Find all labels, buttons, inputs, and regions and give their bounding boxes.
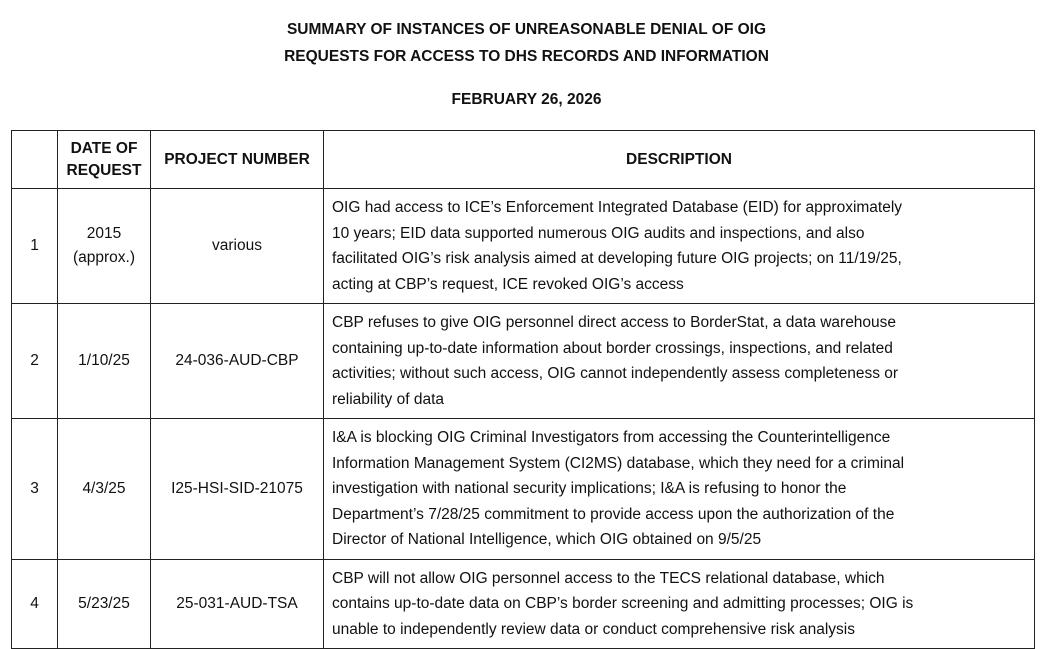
header-date-line2: REQUEST <box>66 161 142 179</box>
description-line: investigation with national security implications; I&A is refusing to honor the <box>332 480 847 497</box>
row-description <box>324 419 1035 560</box>
row-date <box>58 559 151 649</box>
row-description <box>324 304 1035 419</box>
header-project: PROJECT NUMBER <box>151 131 324 189</box>
document-date: FEBRUARY 26, 2026 <box>451 91 602 108</box>
header-date <box>58 131 151 189</box>
description-line: acting at CBP’s request, ICE revoked OIG’s access <box>332 275 684 293</box>
row-date-line: 2015 <box>86 225 122 242</box>
description-line: contains up-to-date data on CBP’s border screening and admitting processes; OIG is <box>332 595 914 612</box>
description-line: reliability of data <box>332 390 445 408</box>
row-description <box>324 189 1035 304</box>
row-date <box>58 189 151 304</box>
description-line: Director of National Intelligence, which OIG obtained on 9/5/25 <box>332 531 762 548</box>
description-line: containing up-to-date information about border crossings, inspections, and related <box>332 339 893 357</box>
document-title-line-2: REQUESTS FOR ACCESS TO DHS RECORDS AND INFORMATION <box>284 48 769 65</box>
description-line: OIG had access to ICE’s Enforcement Integrated Database (EID) for approximately <box>332 199 903 216</box>
row-project-number: I25-HSI-SID-21075 <box>151 419 324 560</box>
row-description <box>324 559 1035 649</box>
row-date <box>58 304 151 419</box>
description-line: Information Management System (CI2MS) database, which they need for a criminal <box>332 454 905 472</box>
row-number: 1 <box>12 189 58 304</box>
description-line: CBP refuses to give OIG personnel direct access to BorderStat, a data warehouse <box>332 314 897 331</box>
document-title-line-1: SUMMARY OF INSTANCES OF UNREASONABLE DENIAL OF OIG <box>286 21 767 38</box>
description-line: Department’s 7/28/25 commitment to provide access upon the authorization of the <box>332 505 895 523</box>
description-line: facilitated OIG’s risk analysis aimed at developing future OIG projects; on 11/19/25, <box>332 250 902 267</box>
row-date-line: 4/3/25 <box>82 479 126 497</box>
row-date <box>58 419 151 560</box>
description-line: I&A is blocking OIG Criminal Investigators from accessing the Counterintelligence <box>332 429 891 446</box>
row-number: 2 <box>12 304 58 419</box>
row-date-line: 5/23/25 <box>78 594 130 612</box>
table-row <box>12 304 1035 419</box>
row-number: 3 <box>12 419 58 560</box>
row-date-line: 1/10/25 <box>78 352 130 369</box>
description-line: unable to independently review data or conduct comprehensive risk analysis <box>332 620 855 638</box>
description-line: activities; without such access, OIG cannot independently assess completeness or <box>332 365 899 382</box>
row-project-number: 24-036-AUD-CBP <box>151 304 324 419</box>
description-line: 10 years; EID data supported numerous OIG audits and inspections, and also <box>332 224 865 242</box>
table-row <box>12 189 1035 304</box>
table-row <box>12 419 1035 560</box>
table-row <box>12 559 1035 649</box>
denials-table <box>11 130 1035 649</box>
header-number <box>12 131 58 189</box>
row-date-line: (approx.) <box>72 249 136 266</box>
row-number: 4 <box>12 559 58 649</box>
row-project-number: 25-031-AUD-TSA <box>151 559 324 649</box>
header-date-line1: DATE OF <box>70 139 138 157</box>
description-line: CBP will not allow OIG personnel access to the TECS relational database, which <box>332 569 885 587</box>
table-header-row <box>12 131 1035 189</box>
row-project-number: various <box>151 189 324 304</box>
header-description: DESCRIPTION <box>324 131 1035 189</box>
